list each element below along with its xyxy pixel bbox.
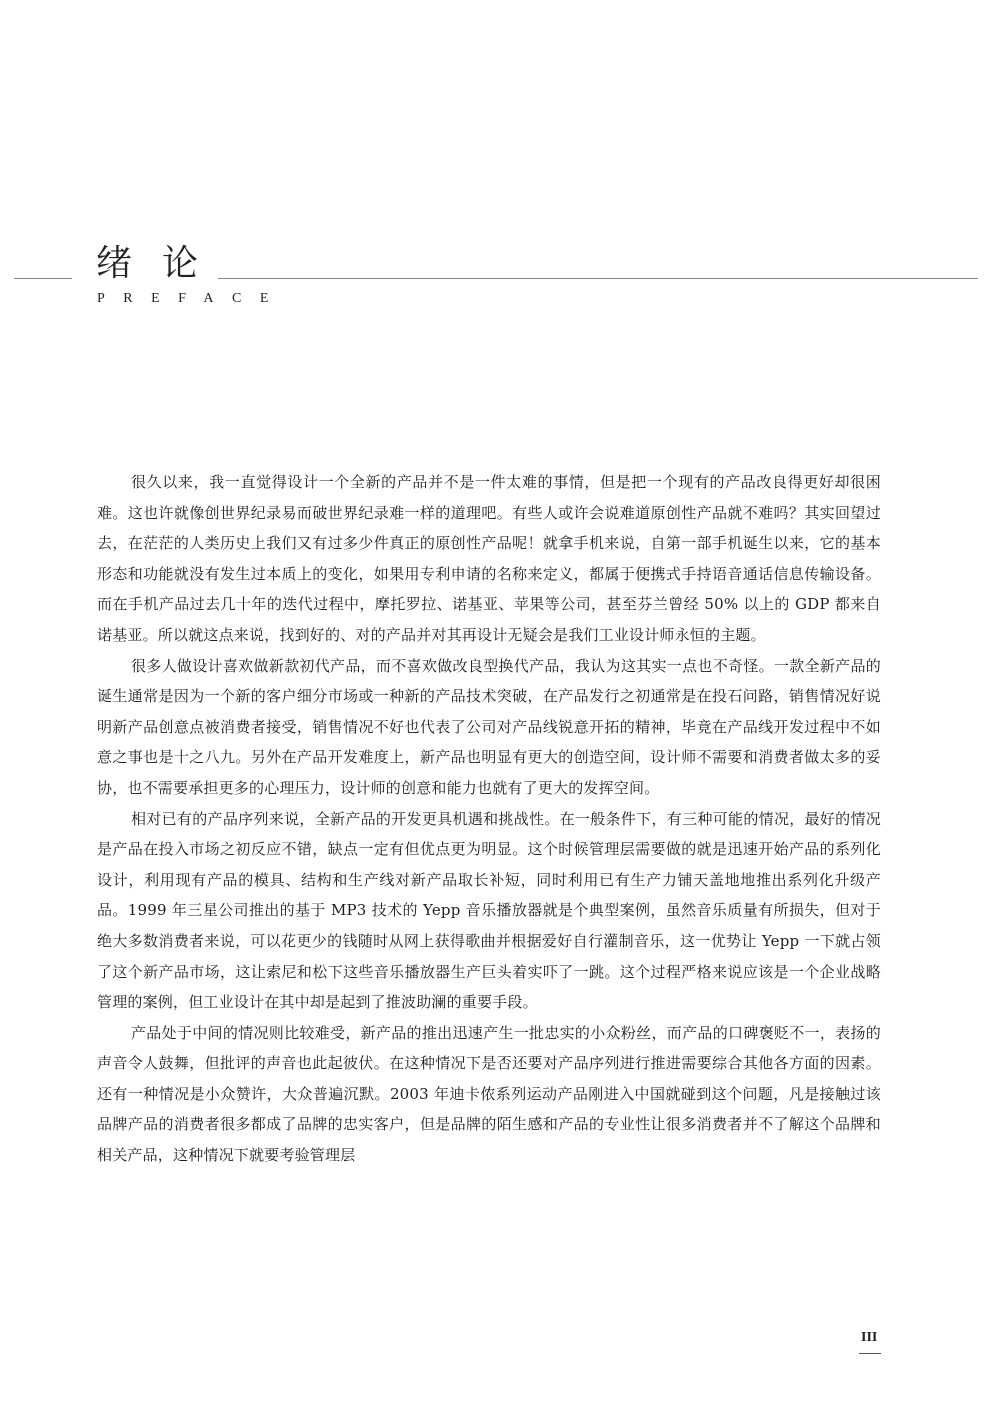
page-number: III — [861, 1330, 878, 1345]
chapter-subtitle: PREFACE — [97, 291, 287, 306]
header-rule-right — [218, 278, 978, 279]
header-rule-left — [14, 278, 72, 279]
paragraph: 相对已有的产品序列来说，全新产品的开发更具机遇和挑战性。在一般条件下，有三种可能的情况，最好的情况是产品在投入市场之初反应不错，缺点一定有但优点更为明显。这个时候管理层需要做的就是迅速开始产品的系列化设计，利用现有产品的模具、结构和生产线对新产品取长补短，同时利用已有生产力铺天盖地地推出系列化升级产品。1999 年三星公司推出的基于 MP3 技术的 Yepp 音乐播放器就是个典型案例，虽然音乐质量有所损失，但对于绝大多数消费者来说，可以花更少的钱随时从网上获得歌曲并根据爱好自行灌制音乐，这一优势让 Yepp 一下就占领了这个新产品市场，这让索尼和松下这些音乐播放器生产巨头着实吓了一跳。这个过程严格来说应该是一个企业战略管理的案例，但工业设计在其中却是起到了推波助澜的重要手段。 — [97, 809, 881, 1012]
paragraph: 很久以来，我一直觉得设计一个全新的产品并不是一件太难的事情，但是把一个现有的产品改良得更好却很困难。这也许就像创世界纪录易而破世界纪录难一样的道理吧。有些人或许会说难道原创性产品就不难吗？其实回望过去，在茫茫的人类历史上我们又有过多少件真正的原创性产品呢！就拿手机来说，自第一部手机诞生以来，它的基本形态和功能就没有发生过本质上的变化，如果用专利申请的名称来定义，都属于便携式手持语音通话信息传输设备。而在手机产品过去几十年的迭代过程中，摩托罗拉、诺基亚、苹果等公司，甚至芬兰曾经 50% 以上的 GDP 都来自诺基亚。所以就这点来说，找到好的、对的产品并对其再设计无疑会是我们工业设计师永恒的主题。 — [97, 473, 881, 644]
paragraph: 很多人做设计喜欢做新款初代产品，而不喜欢做改良型换代产品，我认为这其实一点也不奇怪。一款全新产品的诞生通常是因为一个新的客户细分市场或一种新的产品技术突破，在产品发行之初通常是在投石问路，销售情况好说明新产品创意点被消费者接受，销售情况不好也代表了公司对产品线锐意开拓的精神，毕竟在产品线开发过程中不如意之事也是十之八九。另外在产品开发难度上，新产品也明显有更大的创造空间，设计师不需要和消费者做太多的妥协，也不需要承担更多的心理压力，设计师的创意和能力也就有了更大的发挥空间。 — [97, 656, 881, 797]
body-text — [97, 467, 881, 1171]
chapter-title: 绪论 — [96, 243, 229, 284]
page-number-rule — [859, 1353, 881, 1354]
paragraph: 产品处于中间的情况则比较难受，新产品的推出迅速产生一批忠实的小众粉丝，而产品的口碑褒贬不一，表扬的声音令人鼓舞，但批评的声音也此起彼伏。在这种情况下是否还要对产品序列进行推进需要综合其他各方面的因素。还有一种情况是小众赞许，大众普遍沉默。2003 年迪卡侬系列运动产品刚进入中国就碰到这个问题，凡是接触过该品牌产品的消费者很多都成了品牌的忠实客户，但是品牌的陌生感和产品的专业性让很多消费者并不了解这个品牌和相关产品，这种情况下就要考验管理层 — [97, 1023, 881, 1165]
